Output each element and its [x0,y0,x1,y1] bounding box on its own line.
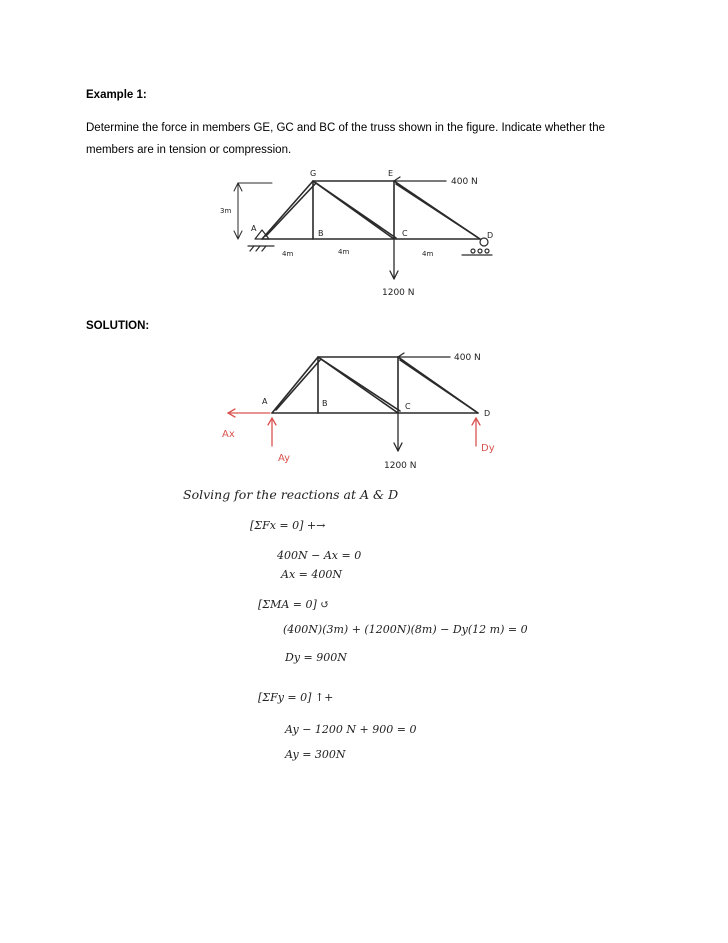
hw-eq3-line2: Ay = 300N [285,748,346,761]
problem-statement [86,117,646,161]
label-c-1: C [402,229,408,238]
label-d-1: D [487,231,494,240]
hw-eq2-line2: Dy = 900N [285,651,347,664]
example-heading: Example 1: [86,89,147,101]
span-label-1: 4m [282,250,294,258]
hw-eq2-line1: (400N)(3m) + (1200N)(8m) − Dy(12 m) = 0 [283,623,528,636]
load-top-label-2: 400 N [454,353,481,363]
hw-eq1-header: [ΣFx = 0] +→ [250,519,326,532]
height-dimension-1 [234,183,272,239]
label-a-1: A [251,224,257,233]
loads-1 [390,177,446,279]
label-a-2: A [262,397,268,406]
solution-heading: SOLUTION: [86,320,150,332]
problem-line-1: Determine the force in members GE, GC and BC of the truss shown in the figure. Indicate whether the [86,122,606,134]
reaction-ax-label: Ax [222,429,235,440]
reaction-dy-label: Dy [481,443,495,454]
span-label-3: 4m [422,250,434,258]
hw-eq3-header: [ΣFy = 0] ↑+ [258,691,334,704]
truss-members-2 [272,357,478,413]
load-bottom-label-2: 1200 N [384,461,417,471]
label-e-1: E [388,169,394,178]
label-d-2: D [484,409,491,418]
hw-eq3-line1: Ay − 1200 N + 900 = 0 [285,723,417,736]
load-top-label-1: 400 N [451,177,478,187]
hw-intro: Solving for the reactions at A & D [183,487,399,502]
hw-eq1-line2: Ax = 400N [281,568,342,581]
label-b-2: B [322,399,328,408]
label-g-1: G [310,169,317,178]
supports-1 [248,230,492,255]
load-bottom-label-1: 1200 N [382,288,415,298]
reactions-2 [228,409,480,446]
loads-2 [394,353,450,451]
span-label-2: 4m [338,248,350,256]
label-b-1: B [318,229,324,238]
problem-line-2: members are in tension or compression. [86,144,292,156]
height-label-1: 3m [220,207,232,215]
label-c-2: C [405,402,411,411]
hw-eq1-line1: 400N − Ax = 0 [277,549,362,562]
hw-eq2-header: [ΣMA = 0] ↺ [258,598,330,611]
reaction-ay-label: Ay [278,453,291,464]
truss-members-1 [262,181,480,239]
